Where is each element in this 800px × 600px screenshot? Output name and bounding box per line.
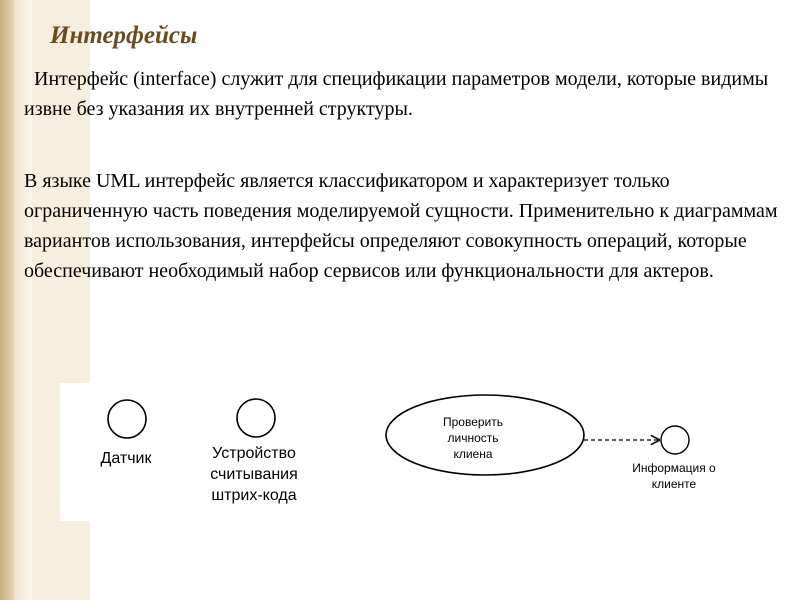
interface-circle-reader [237, 399, 275, 437]
label-barcode-reader-line3: штрих-кода [211, 487, 297, 504]
decorative-left-band [0, 0, 14, 600]
label-use-case [428, 414, 518, 462]
slide-title: Интерфейсы [50, 22, 198, 49]
label-client-info-line1: Информация о [632, 461, 716, 475]
label-use-case-line3: клиена [453, 447, 493, 461]
label-use-case-line2: личность [447, 431, 499, 445]
label-barcode-reader [194, 443, 314, 506]
label-barcode-reader-line1: Устройство [212, 445, 296, 462]
interface-circle-sensor [108, 400, 146, 438]
label-client-info [616, 460, 732, 492]
paragraph-interface-definition: Интерфейс (interface) служит для спецификации параметров модели, которые видимы извне без указания их внутренней структуры. [24, 68, 769, 120]
uml-interface-diagram [60, 383, 800, 521]
paragraph-uml-interface: В языке UML интерфейс является классификатором и характеризует только ограниченную часть поведения моделируемой сущности. Применительно к диаграммам вариантов использования, интерфейсы определяют совокупность операций, которые обеспечивают необходимый набор сервисов или функциональности для актеров. [24, 170, 778, 282]
interface-circle-client-info [661, 426, 689, 454]
label-use-case-line1: Проверить [442, 415, 503, 429]
label-barcode-reader-line2: считывания [210, 466, 298, 483]
label-sensor: Датчик [100, 450, 152, 467]
label-client-info-line2: клиенте [651, 477, 697, 491]
